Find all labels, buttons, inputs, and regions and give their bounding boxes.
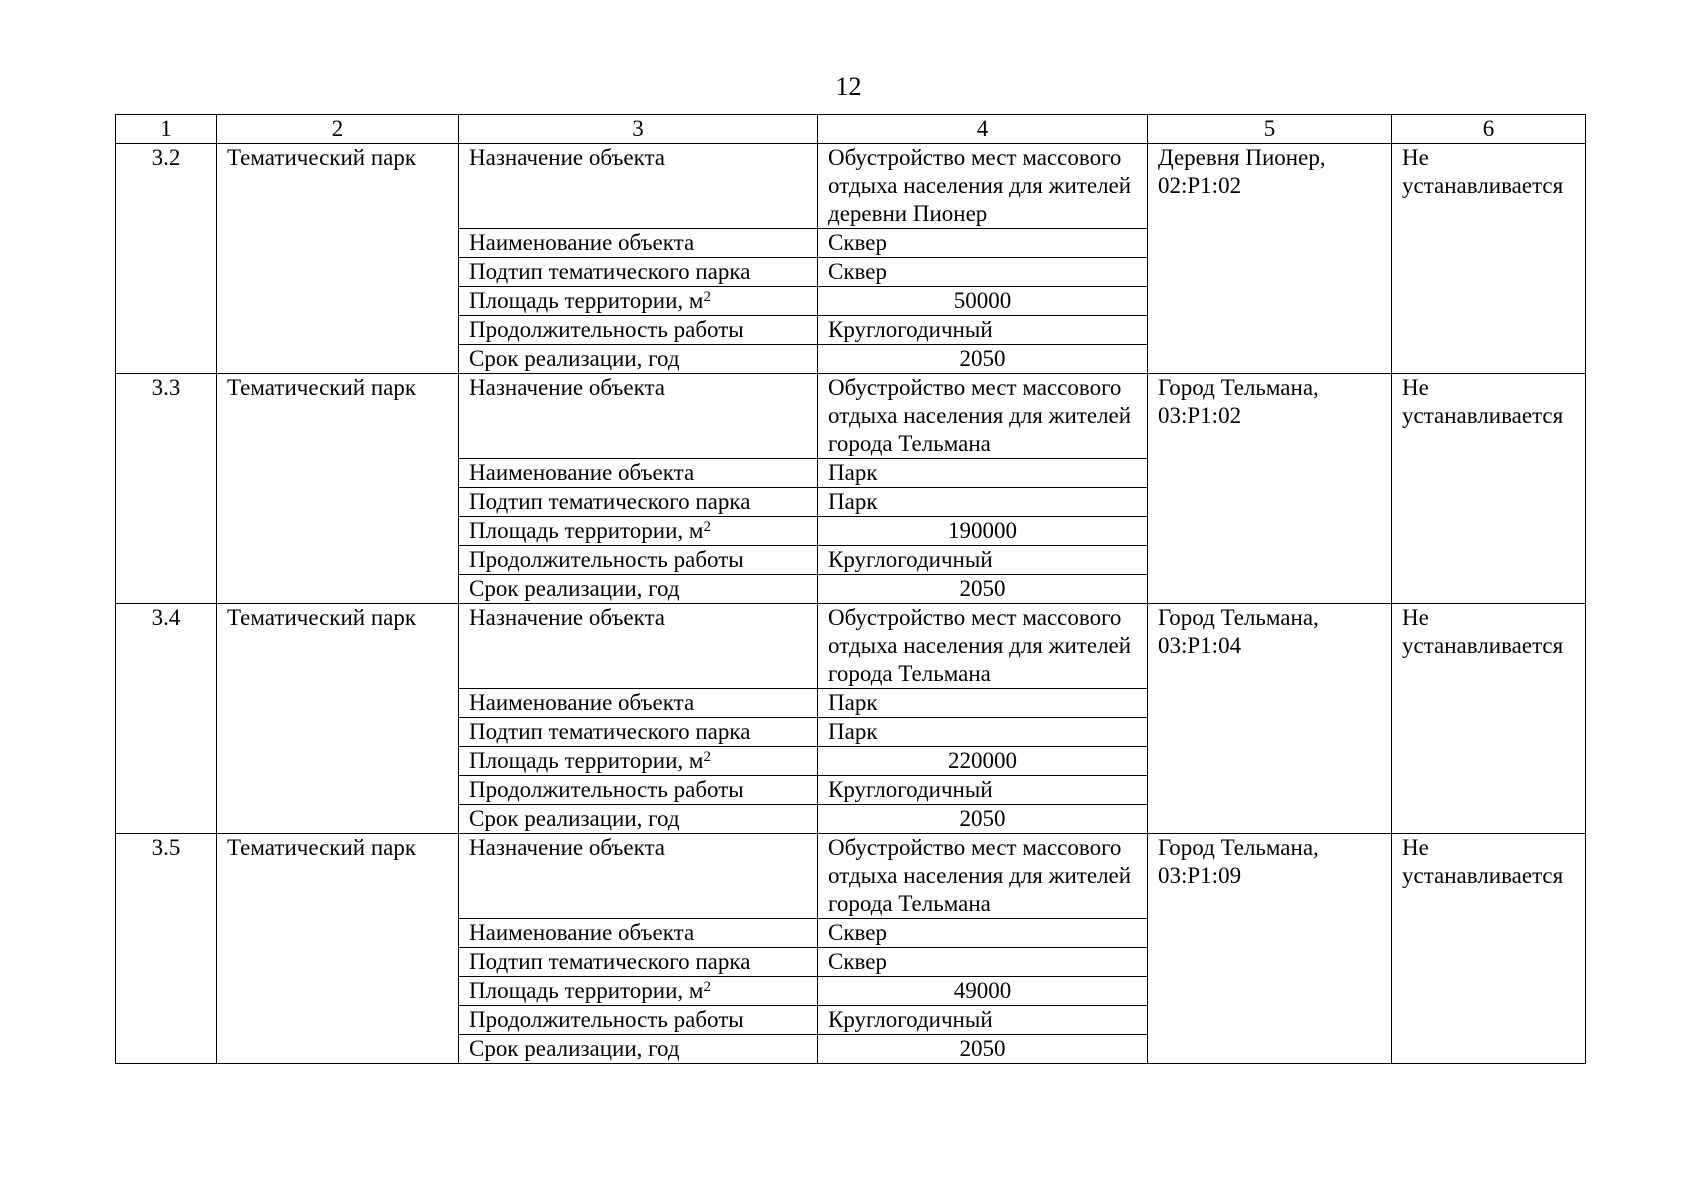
parameter-label-text: Назначение объекта [469, 375, 665, 400]
parameter-label [459, 316, 818, 345]
parameter-value: 2050 [818, 345, 1148, 374]
parameter-label-text: Наименование объекта [469, 920, 695, 945]
parameter-label [459, 575, 818, 604]
object-type: Тематический парк [217, 374, 459, 604]
parameter-label [459, 718, 818, 747]
parameter-label [459, 374, 818, 459]
parameter-value: 2050 [818, 805, 1148, 834]
location: Деревня Пионер, 02:Р1:02 [1148, 144, 1392, 374]
parameter-label [459, 977, 818, 1006]
column-header: 5 [1148, 115, 1392, 144]
parameter-value: Парк [818, 459, 1148, 488]
unit-superscript: 2 [703, 979, 711, 995]
parameter-label-text: Наименование объекта [469, 690, 695, 715]
protection-zone: Не устанавливается [1392, 834, 1586, 1064]
parameter-label-text: Назначение объекта [469, 835, 665, 860]
column-header: 2 [217, 115, 459, 144]
item-number: 3.2 [116, 144, 217, 374]
table-row [116, 834, 1586, 919]
parameter-value: 190000 [818, 517, 1148, 546]
parameter-value: Сквер [818, 258, 1148, 287]
location: Город Тельмана, 03:Р1:09 [1148, 834, 1392, 1064]
unit-superscript: 2 [703, 289, 711, 305]
parameter-label-text: Продолжительность работы [469, 547, 744, 572]
parameter-label [459, 948, 818, 977]
protection-zone: Не устанавливается [1392, 144, 1586, 374]
location: Город Тельмана, 03:Р1:02 [1148, 374, 1392, 604]
parameter-label [459, 805, 818, 834]
parameter-label-text: Площадь территории, м [469, 518, 704, 543]
parameter-value: Круглогодичный [818, 776, 1148, 805]
object-type: Тематический парк [217, 144, 459, 374]
item-number: 3.3 [116, 374, 217, 604]
parameter-value: 2050 [818, 575, 1148, 604]
parameter-label [459, 834, 818, 919]
parameter-label-text: Площадь территории, м [469, 748, 704, 773]
column-header: 1 [116, 115, 217, 144]
table-row [116, 374, 1586, 459]
column-header: 3 [459, 115, 818, 144]
parameter-value: Парк [818, 718, 1148, 747]
parameter-label [459, 689, 818, 718]
parameter-label [459, 459, 818, 488]
parameter-label [459, 1035, 818, 1064]
parameter-label [459, 258, 818, 287]
header-row [116, 115, 1586, 144]
parameter-value: Круглогодичный [818, 546, 1148, 575]
unit-superscript: 2 [703, 519, 711, 535]
parameter-value: Сквер [818, 919, 1148, 948]
parameter-label [459, 919, 818, 948]
parameter-value: Обустройство мест массового отдыха населения для жителей города Тельмана [818, 604, 1148, 689]
parameter-value: Парк [818, 488, 1148, 517]
item-number: 3.5 [116, 834, 217, 1064]
parameter-label-text: Назначение объекта [469, 145, 665, 170]
parameter-label-text: Продолжительность работы [469, 1007, 744, 1032]
parameter-label-text: Назначение объекта [469, 605, 665, 630]
parameter-label-text: Срок реализации, год [469, 346, 680, 371]
parameter-label [459, 517, 818, 546]
protection-zone: Не устанавливается [1392, 374, 1586, 604]
parameter-value: Круглогодичный [818, 1006, 1148, 1035]
parameter-label [459, 546, 818, 575]
parameter-label-text: Наименование объекта [469, 460, 695, 485]
parameter-value: Сквер [818, 229, 1148, 258]
parameter-label [459, 604, 818, 689]
parameter-label-text: Срок реализации, год [469, 1036, 680, 1061]
location: Город Тельмана, 03:Р1:04 [1148, 604, 1392, 834]
table-row [116, 604, 1586, 689]
column-header: 6 [1392, 115, 1586, 144]
parameter-label-text: Срок реализации, год [469, 576, 680, 601]
column-header: 4 [818, 115, 1148, 144]
parameter-value: 2050 [818, 1035, 1148, 1064]
item-number: 3.4 [116, 604, 217, 834]
parameter-value: Круглогодичный [818, 316, 1148, 345]
parameter-value: Обустройство мест массового отдыха населения для жителей города Тельмана [818, 834, 1148, 919]
parameter-label-text: Продолжительность работы [469, 777, 744, 802]
parameter-label-text: Продолжительность работы [469, 317, 744, 342]
parameter-label-text: Срок реализации, год [469, 806, 680, 831]
parameter-value: Обустройство мест массового отдыха населения для жителей города Тельмана [818, 374, 1148, 459]
parameter-label-text: Подтип тематического парка [469, 259, 751, 284]
parameter-label-text: Подтип тематического парка [469, 949, 751, 974]
parameter-label-text: Подтип тематического парка [469, 719, 751, 744]
parameter-value: 50000 [818, 287, 1148, 316]
table-row [116, 144, 1586, 229]
page-number: 12 [835, 72, 862, 101]
parameter-value: Обустройство мест массового отдыха населения для жителей деревни Пионер [818, 144, 1148, 229]
object-type: Тематический парк [217, 604, 459, 834]
parameter-label [459, 345, 818, 374]
parameter-label-text: Площадь территории, м [469, 978, 704, 1003]
parameter-label [459, 747, 818, 776]
object-table [115, 114, 1586, 1064]
parameter-label-text: Наименование объекта [469, 230, 695, 255]
parameter-label [459, 488, 818, 517]
parameter-value: 220000 [818, 747, 1148, 776]
parameter-value: Парк [818, 689, 1148, 718]
parameter-value: Сквер [818, 948, 1148, 977]
unit-superscript: 2 [703, 749, 711, 765]
parameter-label [459, 229, 818, 258]
parameter-label-text: Подтип тематического парка [469, 489, 751, 514]
parameter-label [459, 776, 818, 805]
protection-zone: Не устанавливается [1392, 604, 1586, 834]
object-type: Тематический парк [217, 834, 459, 1064]
parameter-label-text: Площадь территории, м [469, 288, 704, 313]
parameter-label [459, 144, 818, 229]
parameter-value: 49000 [818, 977, 1148, 1006]
parameter-label [459, 287, 818, 316]
parameter-label [459, 1006, 818, 1035]
